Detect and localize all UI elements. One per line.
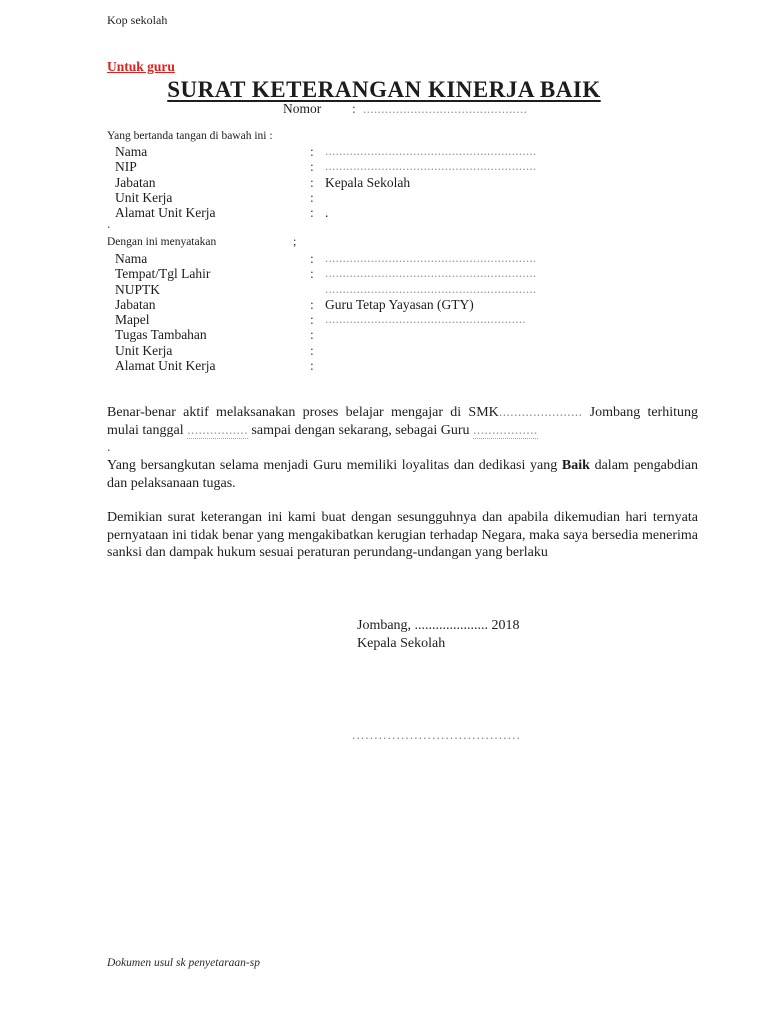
field-blank-value: ......................................................... bbox=[325, 312, 526, 327]
document-title: SURAT KETERANGAN KINERJA BAIK bbox=[167, 77, 601, 102]
field-value bbox=[325, 190, 565, 205]
field-colon bbox=[310, 282, 325, 297]
title-row bbox=[0, 77, 768, 103]
field-blank-value: ............................................................ bbox=[325, 159, 537, 174]
field-label: Unit Kerja bbox=[115, 342, 173, 358]
paragraph-text: Yang bersangkutan selama menjadi Guru memiliki loyalitas dan dedikasi yang bbox=[107, 458, 562, 473]
field-colon: : bbox=[310, 205, 314, 221]
field-value bbox=[325, 327, 565, 342]
field-colon: : bbox=[310, 159, 314, 175]
field-colon: : bbox=[310, 251, 314, 266]
signature-city-date: Jombang, ..................... 2018 bbox=[357, 618, 520, 633]
field-label: Mapel bbox=[115, 312, 150, 328]
section2-fields bbox=[115, 251, 565, 373]
field-value: Guru Tetap Yayasan (GTY) bbox=[325, 296, 474, 312]
body-paragraph-1 bbox=[107, 404, 698, 439]
field-label: Unit Kerja bbox=[115, 189, 173, 205]
field-value bbox=[325, 343, 565, 358]
nomor-colon: : bbox=[352, 101, 356, 116]
field-blank-value: ............................................................ bbox=[325, 251, 537, 265]
field-colon: : bbox=[310, 358, 314, 374]
field-colon: : bbox=[310, 296, 314, 312]
field-colon: : bbox=[310, 342, 314, 358]
field-blank-value: ............................................................ bbox=[325, 144, 537, 158]
field-label: Jabatan bbox=[115, 296, 156, 312]
stray-period: . bbox=[107, 216, 111, 231]
paragraph-text: Benar-benar aktif melaksanakan proses belajar mengajar di SMK bbox=[107, 405, 499, 420]
field-blank-value: ............................................................ bbox=[325, 266, 537, 281]
field-label: Alamat Unit Kerja bbox=[115, 358, 216, 374]
paragraph-text: dalam pengabdian dan pelaksanaan tugas. bbox=[107, 458, 698, 491]
emphasis-baik: Baik bbox=[561, 458, 590, 473]
blank-dots: ................ bbox=[187, 422, 248, 438]
stray-period: . bbox=[107, 440, 111, 455]
signature-role: Kepala Sekolah bbox=[357, 635, 446, 651]
field-label: Tugas Tambahan bbox=[115, 327, 207, 343]
field-value: Kepala Sekolah bbox=[325, 174, 411, 190]
field-colon: : bbox=[310, 266, 314, 282]
field-colon: : bbox=[310, 189, 314, 205]
field-colon: : bbox=[310, 144, 314, 159]
field-colon: : bbox=[310, 312, 314, 328]
paragraph-text: sampai dengan sekarang, sebagai Guru bbox=[247, 422, 473, 438]
paragraph-text: Jombang terhitung mulai tanggal bbox=[107, 405, 698, 438]
footer-note: Dokumen usul sk penyetaraan-sp bbox=[107, 957, 260, 969]
section2-semicolon: ; bbox=[293, 234, 297, 248]
blank-dots: ................. bbox=[473, 422, 538, 438]
field-blank-value: ............................................................ bbox=[325, 281, 537, 296]
signature-name-line: ...................................... bbox=[352, 727, 522, 742]
field-label: Nama bbox=[115, 251, 148, 266]
body-paragraph-3: Demikian surat keterangan ini kami buat dengan sesungguhnya dan apabila dikemudian hari ternyata pernyataan ini tidak benar yang mengakibatkan kerugian terhadap Negara, maka saya bersedia menerima sanksi dan dampak hukum sesuai peraturan perundang-undangan yang berlaku bbox=[107, 510, 698, 561]
field-colon: : bbox=[310, 174, 314, 190]
field-label: Jabatan bbox=[115, 174, 156, 190]
field-colon: : bbox=[310, 327, 314, 343]
section2-heading: Dengan ini menyatakan bbox=[107, 236, 217, 248]
field-value bbox=[325, 358, 565, 373]
letterhead-placeholder: Kop sekolah bbox=[107, 13, 168, 27]
nomor-blank-line: ............................................. bbox=[363, 101, 528, 116]
field-label: NUPTK bbox=[115, 281, 161, 297]
field-label: Alamat Unit Kerja bbox=[115, 205, 216, 221]
field-label: Nama bbox=[115, 144, 148, 159]
nomor-label: Nomor bbox=[283, 101, 322, 116]
for-teacher-label: Untuk guru bbox=[107, 59, 175, 74]
field-label: NIP bbox=[115, 159, 137, 175]
signature-block bbox=[357, 617, 520, 652]
field-value: . bbox=[325, 205, 329, 221]
section1-fields bbox=[115, 144, 565, 220]
field-label: Tempat/Tgl Lahir bbox=[115, 266, 211, 282]
body-paragraph-2 bbox=[107, 457, 698, 492]
section1-heading: Yang bertanda tangan di bawah ini : bbox=[107, 130, 273, 142]
blank-dots: ...................... bbox=[498, 405, 583, 420]
